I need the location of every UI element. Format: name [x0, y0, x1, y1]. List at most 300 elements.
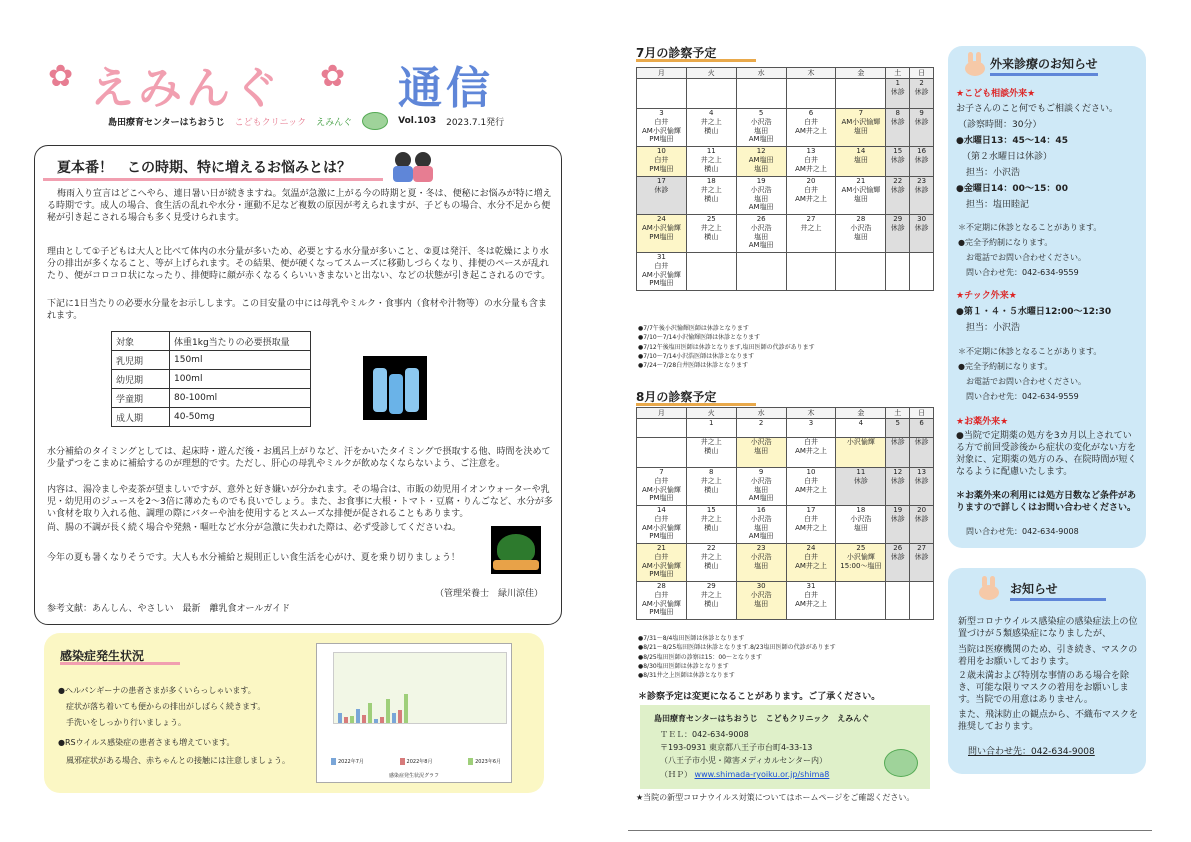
day-number: 3 [659, 109, 664, 117]
calendar-day [910, 79, 934, 109]
note-line: ●8/21～8/25塩田医師は休診となります.8/23塩田医師の代診があります [638, 644, 836, 652]
weekday-label: 水 [736, 408, 786, 419]
water-bottles-icon [363, 356, 427, 420]
day-number: 22 [893, 177, 903, 185]
day-number: 15 [893, 147, 903, 155]
doctor-schedule: 休診 [914, 117, 929, 126]
day-number: 20 [806, 177, 816, 185]
doctor-schedule: 白井 AM小沢愉輝 PM塩田 [642, 261, 681, 288]
calendar-day [736, 419, 786, 438]
doctor-schedule: 白井 AM井之上 [795, 155, 827, 173]
table-cell: 学童期 [112, 389, 170, 408]
day-number: 25 [706, 215, 716, 223]
calendar-day [686, 215, 736, 253]
chart-bar [380, 717, 384, 723]
medicine-line: 問い合わせ先：042-634-9008 [966, 527, 1079, 536]
consult-line: お子さんのこと何でもご相談ください。 [956, 104, 1119, 114]
calendar-day [686, 253, 736, 291]
doctor-schedule: 休診 [890, 87, 905, 96]
article-p1: 梅雨入り宣言はどこへやら、連日暑い日が続きますね。気温が急激に上がる今の時期と夏・冬は、便秘にお悩みが特に増える時期です。成人の場合、食生活の乱れや水分・運動不足など複数の原因が考えられますが、子どもの場合、水分不足から便秘が引き起こされる場合も多く見受けられます。 [47, 189, 552, 224]
chart-bars [334, 653, 506, 723]
day-number: 4 [709, 109, 714, 117]
doctor-schedule: 塩田 [853, 155, 868, 164]
day-number: 16 [917, 147, 927, 155]
july-title: 7月の診察予定 [636, 46, 717, 60]
doctor-schedule: 休診 [853, 476, 868, 485]
calendar-day [637, 147, 687, 177]
calendar-day [910, 468, 934, 506]
weekday-label: 木 [786, 408, 836, 419]
article-p7: 今年の夏も暑くなりそうです。大人も水分補給と規則正しい食生活を心がけ、夏を乗り切りましょう！ [47, 553, 460, 563]
doctor-schedule: 井之上 [800, 223, 822, 232]
day-number: 6 [919, 419, 924, 427]
infection-b2a: 風邪症状がある場合、赤ちゃんとの接触には注意しましょう。 [66, 756, 290, 765]
logo-emming: えみんぐ [90, 63, 282, 114]
day-number: 13 [917, 468, 927, 476]
chart-bar [392, 713, 396, 723]
calendar-day [836, 582, 886, 620]
outpatient-title: 外来診療のお知らせ [990, 55, 1098, 76]
calendar-day [637, 544, 687, 582]
doctor-schedule: 白井 AM小沢愉輝 PM塩田 [642, 552, 681, 579]
calendar-week-row [637, 419, 934, 438]
weekday-label: 火 [686, 408, 736, 419]
schedule-note: ＊診察予定は変更になることがあります。ご了承ください。 [638, 692, 881, 702]
calendar-day [637, 253, 687, 291]
calendar-day [736, 177, 786, 215]
chart-bar [344, 717, 348, 723]
day-number: 4 [858, 419, 864, 427]
notice-line: 新型コロナウイルス感染症の感染症法上の位置づけが５類感染症になりましたが、 [958, 617, 1138, 640]
note-line: ●8/25塩田医師の診察は15：00～となります [638, 653, 762, 661]
calendar-week-row [637, 506, 934, 544]
doctor-schedule: 休診 [890, 552, 905, 561]
tic-title: ★チック外来★ [956, 291, 1017, 301]
doctor-schedule: 井之上 横山 [700, 438, 722, 455]
calendar-day [786, 468, 836, 506]
weekday-label: 月 [637, 408, 687, 419]
july-calendar [636, 67, 934, 291]
weekday-label: 月 [637, 68, 687, 79]
calendar-day [910, 419, 934, 438]
calendar-day [786, 544, 836, 582]
calendar-day [886, 177, 910, 215]
day-number: 21 [656, 544, 666, 552]
day-number: 8 [895, 109, 900, 117]
calendar-day [686, 544, 736, 582]
doctor-schedule: AM塩田 塩田 [748, 155, 774, 173]
chart-bar [362, 715, 366, 723]
calendar-day [886, 253, 910, 291]
doctor-schedule: 小沢浩 塩田 [850, 514, 872, 532]
calendar-day [910, 506, 934, 544]
doctor-schedule: AM小沢愉輝 塩田 [841, 117, 881, 135]
watermelon-icon [491, 526, 541, 574]
calendar-week-row [637, 438, 934, 468]
calendar-week-row [637, 109, 934, 147]
article-author: （管理栄養士 緑川涼佳） [435, 589, 544, 599]
consult-line: ●金曜日14：00～15：00 [956, 184, 1068, 194]
infection-title-band [60, 645, 180, 665]
weekday-label: 日 [910, 408, 934, 419]
calendar-day [686, 147, 736, 177]
note-line: ●8/30塩田医師は休診となります [638, 662, 729, 670]
calendar-day [637, 438, 687, 468]
day-number: 29 [893, 215, 903, 223]
doctor-schedule: 小沢浩 塩田 AM塩田 [748, 476, 774, 503]
calendar-week-row [637, 544, 934, 582]
calendar-day [686, 177, 736, 215]
article-ref: 参考文献：あんしん、やさしい 最新 離乳食オールガイド [47, 604, 291, 614]
doctor-schedule: 小沢愉輝 15:00～塩田 [840, 552, 882, 570]
doctor-schedule: 白井 AM井之上 [795, 438, 827, 455]
doctor-schedule: 休診 [890, 223, 905, 232]
day-number: 1 [895, 79, 900, 87]
calendar-day [736, 468, 786, 506]
weekday-label: 木 [786, 68, 836, 79]
calendar-day [736, 109, 786, 147]
day-number: 9 [919, 109, 924, 117]
doctor-schedule: 白井 AM井之上 [795, 590, 827, 608]
chart-bar [356, 709, 360, 723]
consult-line: ●水曜日13：45～14：45 [956, 136, 1068, 146]
chart-caption: 感染症発生状況グラフ [388, 773, 439, 779]
calendar-day [836, 147, 886, 177]
medicine-line: ●当院で定期薬の処方を3カ月以上されている方で前回受診後から症状の変化がない方を対象に、定期薬の処方のみ、在院時間が短くなるように配慮いたします。 [956, 431, 1137, 478]
clinic-name: こどもクリニック [234, 117, 307, 128]
doctor-schedule: AM小沢愉輝 塩田 [841, 185, 881, 203]
day-number: 31 [656, 253, 666, 261]
weekday-label: 水 [736, 68, 786, 79]
day-number: 12 [893, 468, 903, 476]
doctor-schedule: 小沢浩 塩田 [750, 590, 772, 608]
calendar-day [836, 177, 886, 215]
doctor-schedule: 休診 [890, 155, 905, 164]
doctor-schedule: 小沢浩 塩田 AM塩田 [748, 185, 774, 212]
rabbit-icon [978, 576, 1000, 600]
infection-b2: ●RSウイルス感染症の患者さまも増えています。 [58, 738, 235, 747]
day-number: 25 [856, 544, 866, 552]
day-number: 10 [806, 468, 816, 476]
calendar-day [637, 468, 687, 506]
day-number: 7 [659, 468, 664, 476]
contact-org: 島田療育センターはちおうじ こどもクリニック えみんぐ [654, 714, 870, 723]
legend-item: 2022年8月 [400, 758, 433, 765]
notice-contact: 問い合わせ先：042-634-9008 [968, 747, 1095, 757]
day-number: 22 [706, 544, 716, 552]
table-cell: 乳児期 [112, 351, 170, 370]
notice-line: ２歳未満および特別な事情のある場合を除き、可能な限りマスクの着用をお願いします。当院での用意はありません。 [958, 671, 1130, 706]
chart-legend [331, 758, 501, 765]
calendar-day [637, 419, 687, 438]
doctor-schedule: AM小沢愉輝 PM塩田 [642, 223, 681, 241]
infection-chart [316, 643, 512, 783]
day-number: 6 [808, 109, 814, 117]
day-number: 15 [706, 506, 716, 514]
day-number: 11 [706, 147, 716, 155]
calendar-day [686, 468, 736, 506]
calendar-day [686, 419, 736, 438]
day-number: 9 [758, 468, 764, 476]
article-box [34, 145, 562, 625]
doctor-schedule: 小沢浩 塩田 AM塩田 [748, 117, 774, 144]
doctor-schedule: 小沢愉輝 [846, 438, 875, 446]
calendar-header-row [637, 408, 934, 419]
day-number: 10 [656, 147, 666, 155]
calendar-day [886, 215, 910, 253]
doctor-schedule: 井之上 横山 [700, 223, 722, 241]
doctor-schedule: 休診 [890, 117, 905, 126]
day-number: 3 [808, 419, 814, 427]
doctor-schedule: 井之上 横山 [700, 185, 722, 203]
calendar-week-row [637, 582, 934, 620]
contact-tel: ＴＥＬ：042-634-9008 [660, 730, 749, 739]
infection-b1: ●ヘルパンギーナの患者さまが多くいらっしゃいます。 [58, 686, 256, 695]
notice-panel [948, 568, 1146, 774]
calendar-day [836, 468, 886, 506]
consult-line: 問い合わせ先：042-634-9559 [966, 268, 1079, 277]
infection-box [44, 633, 544, 793]
chart-bar [374, 719, 378, 723]
rabbit-icon [964, 52, 986, 76]
note-line: ●7/24～7/28白井医師は休診となります [638, 362, 749, 370]
doctor-schedule: 休診 [654, 185, 669, 194]
august-title-band [636, 386, 756, 406]
note-line: ●7/7午後小沢愉輝医師は休診となります [638, 325, 749, 332]
outpatient-panel [948, 46, 1146, 548]
day-number: 30 [917, 215, 927, 223]
day-number: 19 [893, 506, 903, 514]
table-cell: 150ml [170, 351, 311, 370]
doctor-schedule: 白井 AM小沢愉輝 PM塩田 [642, 476, 681, 503]
day-number: 29 [706, 582, 716, 590]
day-number: 26 [756, 215, 766, 223]
contact-address: 〒193-0931 東京都八王子市台町4-33-13 [660, 743, 813, 752]
calendar-day [736, 544, 786, 582]
day-number: 17 [656, 177, 666, 185]
day-number: 27 [806, 215, 816, 223]
table-cell: 成人期 [112, 408, 170, 427]
calendar-day [886, 79, 910, 109]
legend-item: 2022年7月 [331, 758, 364, 765]
day-number: 13 [806, 147, 816, 155]
calendar-day [736, 506, 786, 544]
contact-hp[interactable] [660, 769, 829, 780]
day-number: 27 [917, 544, 927, 552]
calendar-week-row [637, 79, 934, 109]
day-number: 24 [656, 215, 666, 223]
doctor-schedule: 休診 [914, 476, 929, 485]
day-number: 26 [893, 544, 903, 552]
day-number: 2 [758, 419, 764, 427]
day-number: 11 [856, 468, 866, 476]
calendar-day [686, 109, 736, 147]
doctor-schedule: 休診 [914, 552, 929, 561]
consult-line: ●完全予約制になります。 [958, 238, 1053, 247]
doctor-schedule: 休診 [914, 514, 929, 523]
chart-bar [386, 699, 390, 724]
consult-line: お電話でお問い合わせください。 [966, 253, 1086, 262]
medicine-title: ★お薬外来★ [956, 417, 1009, 427]
chart-bar [338, 713, 342, 724]
calendar-day [886, 147, 910, 177]
calendar-day [886, 468, 910, 506]
day-number: 5 [895, 419, 900, 427]
tic-line: ＊不定期に休診となることがあります。 [958, 347, 1102, 356]
day-number: 31 [806, 582, 816, 590]
infection-title: 感染症発生状況 [60, 649, 145, 663]
day-number: 18 [856, 506, 866, 514]
doctor-schedule: 井之上 横山 [700, 590, 722, 608]
table-cell: 幼児期 [112, 370, 170, 389]
calendar-day [836, 506, 886, 544]
doctor-schedule: 白井 AM井之上 [795, 476, 827, 494]
calendar-day [886, 582, 910, 620]
doctor-schedule: 休診 [890, 185, 905, 194]
calendar-day [910, 177, 934, 215]
weekday-label: 金 [836, 408, 886, 419]
calendar-week-row [637, 468, 934, 506]
article-p3: 下記に1日当たりの必要水分量をお示しします。この目安量の中には母乳やミルク・食事内（食材や汁物等）の水分量も含まれます。 [47, 299, 547, 322]
doctor-schedule: 白井 PM塩田 [649, 155, 674, 173]
doctor-schedule: 井之上 横山 [700, 552, 722, 570]
july-notes [638, 324, 938, 370]
weekday-label: 火 [686, 68, 736, 79]
calendar-day [686, 506, 736, 544]
doctor-schedule: 井之上 横山 [700, 117, 722, 135]
day-number: 24 [806, 544, 816, 552]
org-name: 島田療育センターはちおうじ [108, 117, 225, 128]
doctor-schedule: 休診 [890, 476, 905, 485]
doctor-schedule: 井之上 横山 [700, 476, 722, 494]
calendar-day [910, 215, 934, 253]
calendar-day [786, 215, 836, 253]
august-title: 8月の診察予定 [636, 390, 717, 404]
doctor-schedule: 井之上 横山 [700, 155, 722, 173]
consult-line: 担当：塩田睦記 [966, 200, 1030, 210]
homepage-link[interactable]: www.shimada-ryoiku.or.jp/shima8 [694, 770, 830, 779]
consult-line: （診察時間：30分） [958, 120, 1042, 130]
notice-line: 当院は医療機関のため、引き続き、マスクの着用をお願いしております。 [958, 645, 1138, 668]
mascot-icon [884, 749, 918, 777]
masthead [48, 52, 508, 112]
article-p6: 尚、腸の不調が長く続く場合や発熱・嘔吐など水分が急激に失われた際は、必ず受診してくださいね。 [47, 523, 462, 533]
calendar-day [910, 544, 934, 582]
doctor-schedule: 小沢浩 塩田 [850, 223, 872, 241]
calendar-day [637, 215, 687, 253]
infection-b1b: 手洗いをしっかり行いましょう。 [66, 718, 186, 727]
tic-line: ●第１・４・５水曜日12:00～12:30 [956, 307, 1112, 317]
calendar-day [886, 419, 910, 438]
calendar-day [836, 79, 886, 109]
calendar-day [786, 506, 836, 544]
calendar-day [786, 253, 836, 291]
calendar-day [836, 253, 886, 291]
article-title-band [43, 151, 383, 181]
doctor-schedule: 休診 [914, 438, 929, 446]
calendar-day [910, 253, 934, 291]
calendar-day [786, 582, 836, 620]
page-divider [628, 830, 1152, 831]
doctor-schedule: 小沢浩 塩田 AM塩田 [748, 223, 774, 250]
calendar-day [786, 438, 836, 468]
calendar-day [836, 419, 886, 438]
doctor-schedule: 休診 [914, 87, 929, 96]
chart-plot-area [333, 652, 507, 724]
flower-icon-2: ✿ [320, 59, 346, 94]
calendar-day [736, 147, 786, 177]
calendar-week-row [637, 215, 934, 253]
logo-tsushin: 通信 [398, 63, 494, 114]
tic-line: 担当：小沢浩 [966, 323, 1021, 333]
medicine-line: ＊お薬外来の利用には処方日数など条件がありますので詳しくはお問い合わせください。 [956, 491, 1137, 514]
doctor-schedule: 休診 [890, 438, 905, 446]
note-line: ●7/10～7/14小沢浩医師は休診となります [638, 352, 755, 360]
calendar-day [637, 582, 687, 620]
day-number: 8 [709, 468, 714, 476]
day-number: 5 [758, 109, 764, 117]
chart-bar [404, 694, 408, 723]
doctor-schedule: 白井 AM井之上 [795, 117, 827, 135]
hp-label: （ＨＰ） [660, 770, 692, 779]
day-number: 2 [919, 79, 924, 87]
doctor-schedule: 白井 AM小沢愉輝 PM塩田 [642, 514, 681, 541]
calendar-day [736, 215, 786, 253]
calendar-day [910, 582, 934, 620]
chart-bar [398, 710, 402, 723]
calendar-day [886, 438, 910, 468]
calendar-day [886, 109, 910, 147]
clinic-emming: えみんぐ [316, 117, 353, 128]
calendar-day [686, 582, 736, 620]
calendar-day [637, 506, 687, 544]
doctor-schedule: 休診 [890, 514, 905, 523]
day-number: 19 [756, 177, 766, 185]
doctor-schedule: 小沢浩 塩田 [750, 552, 772, 570]
kids-icon [393, 150, 435, 184]
calendar-week-row [637, 147, 934, 177]
day-number: 21 [856, 177, 866, 185]
tic-line: 問い合わせ先：042-634-9559 [966, 392, 1079, 401]
mascot-icon [362, 112, 388, 130]
calendar-week-row [637, 253, 934, 291]
article-p5: 内容は、湯冷ましや麦茶が望ましいですが、意外と好き嫌いが分かれます。その場合は、市販の幼児用イオンウォーターや乳児・幼児用のジュースを2～3倍に薄めたものでも良いでしょう。また、お食事に大根・トマト・豆腐・りんごなど、水分が多い食材を取り入れる他、調理の際にバターや油を使用するとスムーズな排便が促されることもあります。 [47, 485, 553, 520]
calendar-day [736, 582, 786, 620]
calendar-day [786, 147, 836, 177]
calendar-day [910, 109, 934, 147]
calendar-day [836, 544, 886, 582]
doctor-schedule: 休診 [914, 223, 929, 232]
doctor-schedule: 休診 [914, 185, 929, 194]
table-cell: 80-100ml [170, 389, 311, 408]
doctor-schedule: 井之上 横山 [700, 514, 722, 532]
tic-line: お電話でお問い合わせください。 [966, 377, 1086, 386]
article-title: 夏本番！ この時期、特に増えるお悩みとは？ [57, 160, 351, 176]
weekday-label: 日 [910, 68, 934, 79]
day-number: 18 [706, 177, 716, 185]
covid-note: ★当院の新型コロナウイルス対策についてはホームページをご確認ください。 [636, 793, 915, 802]
calendar-day [786, 109, 836, 147]
day-number: 14 [856, 147, 866, 155]
day-number: 1 [709, 419, 714, 427]
weekday-label: 土 [886, 68, 910, 79]
table-cell: 40-50mg [170, 408, 311, 427]
calendar-day [836, 438, 886, 468]
note-line: ●7/12午後塩田医師は休診となります,塩田医師の代診があります [638, 343, 815, 351]
consult-line: （第２水曜日は休診） [962, 152, 1053, 162]
july-title-band [636, 42, 756, 62]
calendar-day [736, 438, 786, 468]
